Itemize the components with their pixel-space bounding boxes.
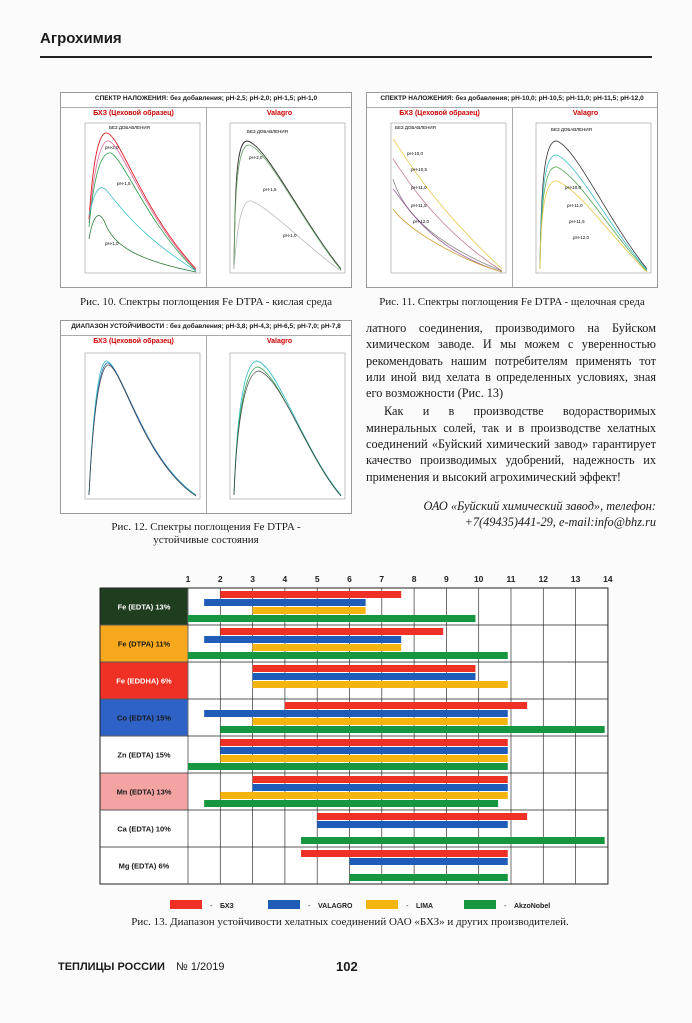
row-label: Fe (EDTA) 13%: [117, 602, 171, 612]
range-bar-LIMA: [220, 792, 507, 799]
range-bar-БХЗ: [220, 628, 443, 635]
figure-12-right-head: Valagro: [266, 338, 293, 345]
figure-13-caption: Рис. 13. Диапазон устойчивости хелатных соединений ОАО «БХЗ» и других производителей.: [131, 916, 569, 928]
legend-dash: -: [210, 901, 213, 910]
legend-label: LIMA: [416, 903, 434, 910]
stability-range-chart: [98, 570, 638, 910]
figure-10-title: СПЕКТР НАЛОЖЕНИЯ: без добавления; pH-2,5; pH-2,0; pH-1,5; pH-1,0: [94, 95, 318, 102]
x-tick-label: 11: [506, 574, 516, 584]
figure-11-title: СПЕКТР НАЛОЖЕНИЯ: без добавления; pH-10,0; pH-10,5; pH-11,0; pH-11,5; pH-12,0: [380, 95, 644, 102]
fig10r-curve-ph20: [234, 145, 341, 270]
row-label: Mg (EDTA) 6%: [118, 861, 170, 871]
fig12-curve-b: [89, 363, 196, 496]
footer-page: 102: [336, 959, 358, 974]
range-bar-LIMA: [253, 607, 366, 614]
figure-10-caption: Рис. 10. Спектры поглощения Fe DTPA - кислая среда: [80, 296, 332, 308]
x-tick-label: 13: [570, 574, 581, 584]
x-tick-label: 1: [185, 574, 191, 584]
range-bar-LIMA: [253, 644, 402, 651]
fig12-curve-c: [89, 365, 196, 496]
fig12-left-plot: [85, 353, 200, 499]
range-bar-AkzoNobel: [220, 726, 604, 733]
figure-12-left-head: БХЗ (Цеховой образец): [93, 338, 174, 345]
fig10r-label-2: pH-1,5: [263, 187, 277, 192]
legend-swatch: [464, 900, 496, 909]
figure-10-spectra: [61, 119, 351, 287]
fig10r-label-3: pH-1,0: [283, 233, 297, 238]
footer-journal: ТЕПЛИЦЫ РОССИИ: [58, 961, 165, 973]
x-tick-label: 4: [282, 574, 288, 584]
fig10-curve-ph20: [89, 153, 196, 271]
range-bar-БХЗ: [253, 776, 508, 783]
fig11-label-0: БЕЗ ДОБАВЛЕНИЯ: [395, 125, 436, 130]
fig11r-label-2: pH-11,0: [567, 203, 583, 208]
x-tick-label: 3: [250, 574, 255, 584]
legend-dash: -: [504, 901, 507, 910]
fig11r-curve-d: [540, 181, 647, 272]
fig10r-curve-base: [234, 141, 341, 269]
fig12-right-plot: [230, 353, 345, 499]
x-tick-label: 12: [538, 574, 549, 584]
fig12r-curve-b: [234, 367, 341, 496]
figure-12-caption-line-2: устойчивые состояния: [153, 534, 259, 546]
figure-10: [60, 92, 352, 288]
legend-swatch: [366, 900, 398, 909]
fig10-label-1: pH-2,0: [105, 145, 119, 150]
row-label: Fe (EDDHA) 6%: [116, 676, 172, 686]
paragraph-2: Как и в производстве водорастворимых минеральных солей, так и в производстве хелатных соединений «Буйский химический завод» гарантирует качество производимых удобрений, надежность их применения и высокий агрохимический эффект!: [366, 404, 656, 484]
fig10-right-plot: [230, 123, 345, 273]
fig10-label-2: pH-1,5: [117, 181, 131, 186]
range-bar-LIMA: [253, 681, 508, 688]
fig11r-label-1: pH-10,0: [565, 185, 582, 190]
range-bar-БХЗ: [220, 739, 507, 746]
range-bar-VALAGRO: [317, 821, 508, 828]
fig11-label-5: pH-12,0: [413, 219, 430, 224]
range-bar-БХЗ: [220, 591, 401, 598]
figure-10-left-head: БХЗ (Цеховой образец): [93, 110, 174, 117]
range-bar-AkzoNobel: [204, 800, 498, 807]
fig11-right-plot: [536, 123, 651, 273]
range-bar-VALAGRO: [253, 784, 508, 791]
contact-line-2: +7(49435)441-29, e-mail:info@bhz.ru: [464, 515, 656, 529]
fig11-curve-e: [393, 209, 502, 272]
range-bar-VALAGRO: [204, 599, 366, 606]
body-text: [366, 320, 656, 485]
figure-12-caption: [60, 521, 352, 547]
x-tick-label: 6: [347, 574, 352, 584]
figure-11-right-head: Valagro: [572, 110, 599, 117]
x-tick-label: 7: [379, 574, 385, 584]
fig11-label-1: pH-10,0: [407, 151, 424, 156]
legend-dash: -: [308, 901, 311, 910]
figure-12-caption-line-1: Рис. 12. Спектры поглощения Fe DTPA -: [111, 521, 301, 533]
x-tick-label: 8: [411, 574, 417, 584]
x-tick-label: 9: [444, 574, 449, 584]
row-label: Co (EDTA) 15%: [116, 713, 172, 723]
footer-issue: № 1/2019: [176, 961, 225, 973]
range-bar-БХЗ: [317, 813, 527, 820]
range-bar-VALAGRO: [350, 858, 508, 865]
fig11-label-4: pH-11,5: [411, 203, 427, 208]
fig11-label-3: pH-11,0: [411, 185, 427, 190]
fig11r-label-4: pH-12,0: [573, 235, 590, 240]
row-label: Zn (EDTA) 15%: [117, 750, 171, 760]
figure-11-left-head: БХЗ (Цеховой образец): [399, 110, 480, 117]
range-bar-AkzoNobel: [301, 837, 605, 844]
contact-info: [366, 498, 656, 530]
x-tick-label: 14: [603, 574, 613, 584]
range-bar-AkzoNobel: [188, 652, 508, 659]
x-tick-label: 10: [473, 574, 484, 584]
range-bar-VALAGRO: [253, 673, 476, 680]
fig10-label-0: БЕЗ ДОБАВЛЕНИЯ: [109, 125, 150, 130]
fig12r-curve-c: [234, 371, 341, 496]
legend-label: AkzoNobel: [514, 903, 551, 910]
header-rule: [40, 56, 652, 58]
fig10-left-plot: [85, 123, 200, 273]
row-label: Mn (EDTA) 13%: [116, 787, 172, 797]
figure-10-right-head: Valagro: [266, 110, 293, 117]
figure-11-spectra: [367, 119, 657, 287]
figure-12-title: ДИАПАЗОН УСТОЙЧИВОСТИ : без добавления; pH-3,8; pH-4,3; pH-6,5; pH-7,0; pH-7,8: [71, 323, 341, 330]
range-bar-AkzoNobel: [188, 615, 475, 622]
x-tick-label: 5: [314, 574, 320, 584]
contact-line-1: ОАО «Буйский химический завод», телефон:: [423, 499, 656, 513]
range-bar-LIMA: [253, 718, 508, 725]
row-label: Ca (EDTA) 10%: [117, 824, 171, 834]
range-bar-БХЗ: [285, 702, 527, 709]
legend-swatch: [268, 900, 300, 909]
range-bar-БХЗ: [301, 850, 508, 857]
range-bar-VALAGRO: [204, 710, 508, 717]
legend-label: БХЗ: [220, 903, 234, 910]
legend-dash: -: [406, 901, 409, 910]
range-bar-VALAGRO: [220, 747, 507, 754]
paragraph-1: латного соединения, производимого на Буйском химическом заводе. И мы можем с уверенностью рекомендовать нашим потребителям применять тот или иной вид хелата в определенных условиях, зная его возможности (Рис. 13): [366, 321, 656, 401]
fig11r-label-3: pH-11,5: [569, 219, 585, 224]
x-tick-label: 2: [217, 574, 223, 584]
fig10-label-3: pH-1,0: [105, 241, 119, 246]
figure-12-spectra: [61, 349, 351, 513]
legend-swatch: [170, 900, 202, 909]
fig10r-label-1: pH-2,0: [249, 155, 263, 160]
fig11-label-2: pH-10,5: [411, 167, 428, 172]
row-label: Fe (DTPA) 11%: [117, 639, 171, 649]
range-bar-LIMA: [220, 755, 507, 762]
figure-11: [366, 92, 658, 288]
legend-label: VALAGRO: [318, 903, 353, 910]
range-bar-AkzoNobel: [350, 874, 508, 881]
figure-12: [60, 320, 352, 514]
fig12r-curve-a: [234, 361, 341, 495]
range-bar-VALAGRO: [204, 636, 401, 643]
fig11-curve-b: [393, 159, 502, 271]
fig11-left-plot: [391, 123, 506, 273]
range-bar-AkzoNobel: [188, 763, 508, 770]
fig11r-label-0: БЕЗ ДОБАВЛЕНИЯ: [551, 127, 592, 132]
figure-11-caption: Рис. 11. Спектры поглощения Fe DTPA - щелочная среда: [379, 296, 645, 308]
fig10r-label-0: БЕЗ ДОБАВЛЕНИЯ: [247, 129, 288, 134]
range-bar-БХЗ: [253, 665, 476, 672]
section-title: Агрохимия: [40, 30, 122, 47]
